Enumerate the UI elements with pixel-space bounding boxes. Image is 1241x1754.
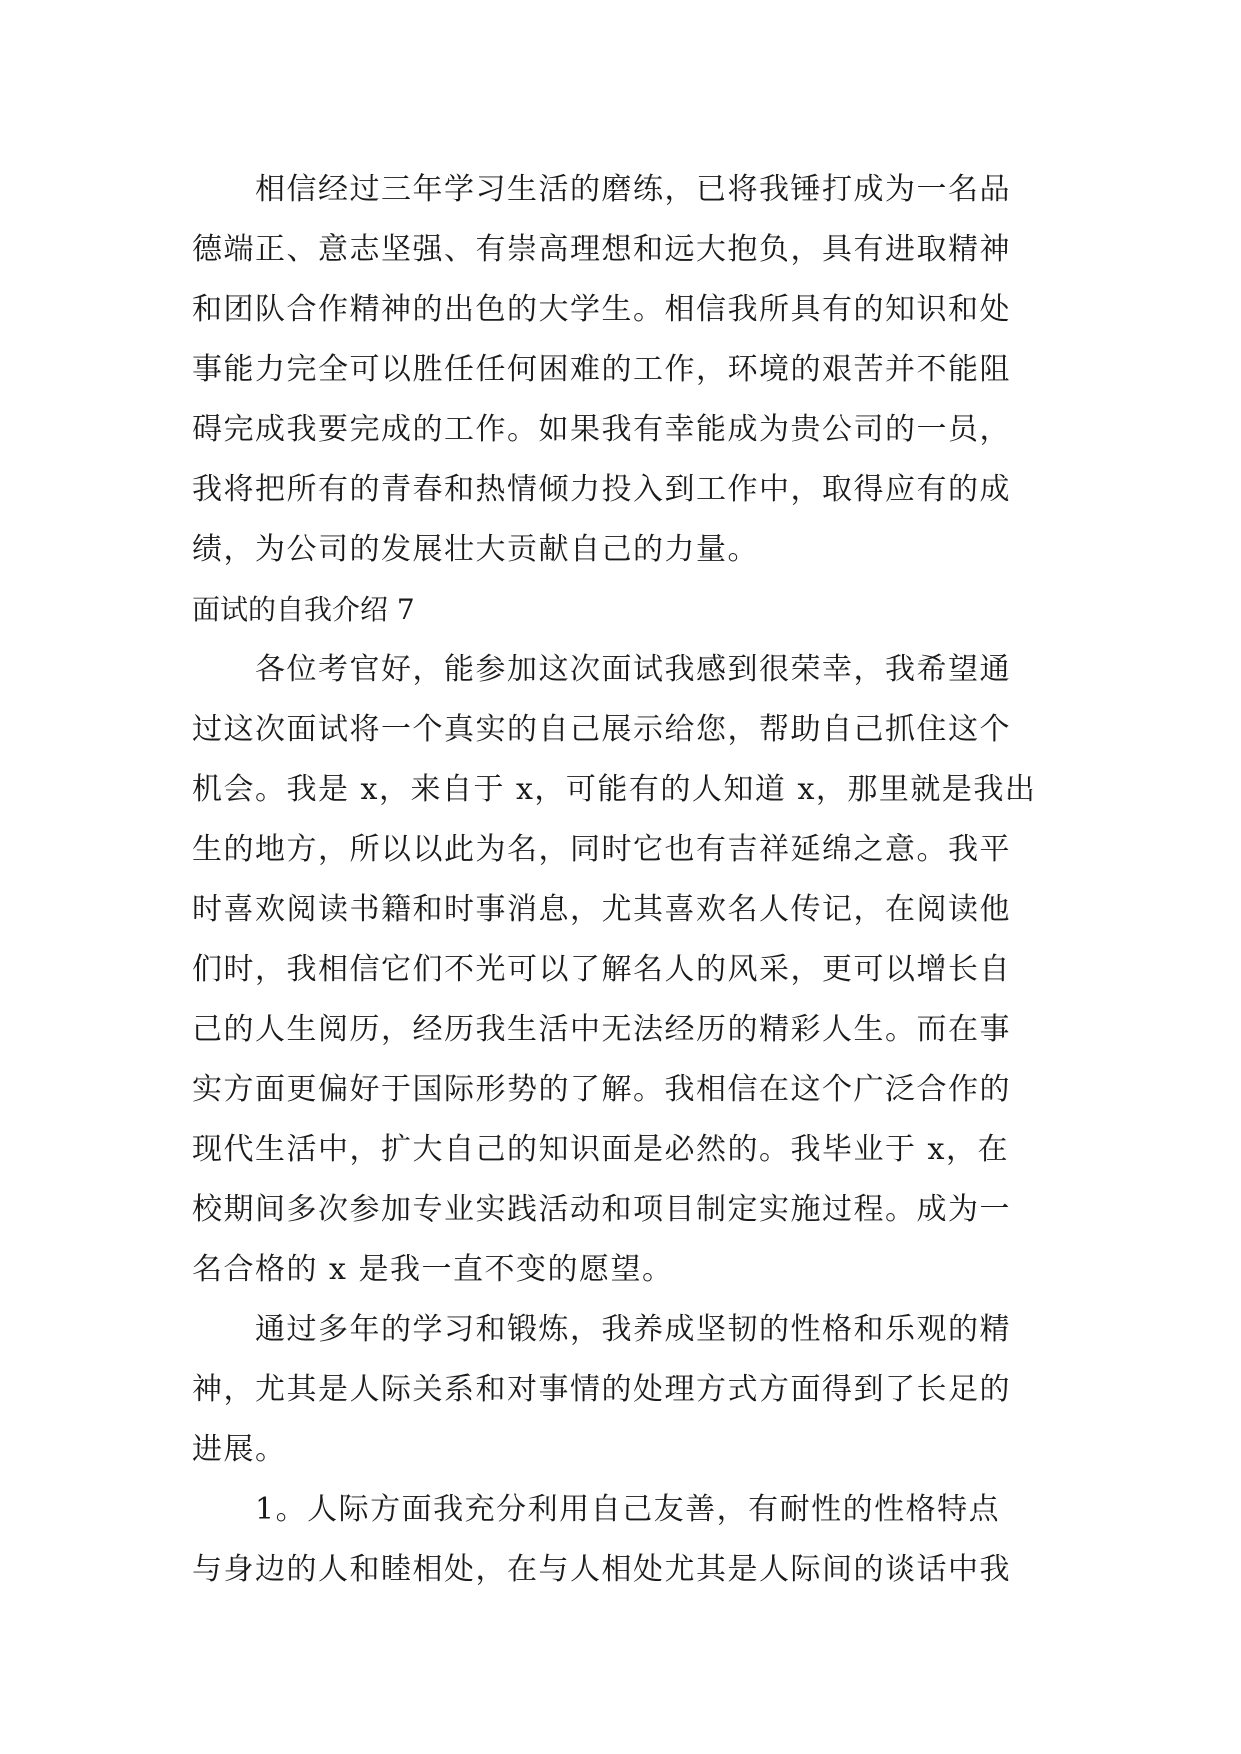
paragraph-2	[192, 640, 1052, 1300]
paragraph-1	[192, 160, 1052, 580]
paragraph-line: 现代生活中，扩大自己的知识面是必然的。我毕业于 x，在	[192, 1132, 1009, 1167]
paragraph-line: 校期间多次参加专业实践活动和项目制定实施过程。成为一	[192, 1192, 1011, 1227]
paragraph-line: 过这次面试将一个真实的自己展示给您，帮助自己抓住这个	[192, 712, 1011, 747]
paragraph-line: 各位考官好，能参加这次面试我感到很荣幸，我希望通	[255, 652, 1011, 687]
section-heading: 面试的自我介绍 7	[192, 593, 415, 626]
paragraph-line: 进展。	[192, 1432, 287, 1467]
paragraph-line: 我将把所有的青春和热情倾力投入到工作中，取得应有的成	[192, 472, 1011, 507]
paragraph-line: 1。人际方面我充分利用自己友善，有耐性的性格特点	[255, 1492, 1001, 1527]
paragraph-line: 时喜欢阅读书籍和时事消息，尤其喜欢名人传记，在阅读他	[192, 892, 1011, 927]
paragraph-line: 己的人生阅历，经历我生活中无法经历的精彩人生。而在事	[192, 1012, 1011, 1047]
paragraph-line: 碍完成我要完成的工作。如果我有幸能成为贵公司的一员，	[192, 412, 1011, 447]
paragraph-line: 们时，我相信它们不光可以了解名人的风采，更可以增长自	[192, 952, 1011, 987]
paragraph-line: 与身边的人和睦相处，在与人相处尤其是人际间的谈话中我	[192, 1552, 1011, 1587]
paragraph-line: 德端正、意志坚强、有崇高理想和远大抱负，具有进取精神	[192, 232, 1011, 267]
paragraph-line: 生的地方，所以以此为名，同时它也有吉祥延绵之意。我平	[192, 832, 1011, 867]
paragraph-line: 机会。我是 x，来自于 x，可能有的人知道 x，那里就是我出	[192, 772, 1037, 807]
paragraph-3	[192, 1300, 1052, 1480]
paragraph-line: 和团队合作精神的出色的大学生。相信我所具有的知识和处	[192, 292, 1011, 327]
paragraph-line: 神，尤其是人际关系和对事情的处理方式方面得到了长足的	[192, 1372, 1011, 1407]
paragraph-line: 实方面更偏好于国际形势的了解。我相信在这个广泛合作的	[192, 1072, 1011, 1107]
paragraph-line: 相信经过三年学习生活的磨练，已将我锤打成为一名品	[255, 172, 1011, 207]
paragraph-line: 名合格的 x 是我一直不变的愿望。	[192, 1252, 674, 1287]
paragraph-4	[192, 1480, 1052, 1600]
paragraph-line: 绩，为公司的发展壮大贡献自己的力量。	[192, 532, 759, 567]
paragraph-line: 通过多年的学习和锻炼，我养成坚韧的性格和乐观的精	[255, 1312, 1011, 1347]
paragraph-line: 事能力完全可以胜任任何困难的工作，环境的艰苦并不能阻	[192, 352, 1011, 387]
document-body	[192, 160, 1052, 1600]
